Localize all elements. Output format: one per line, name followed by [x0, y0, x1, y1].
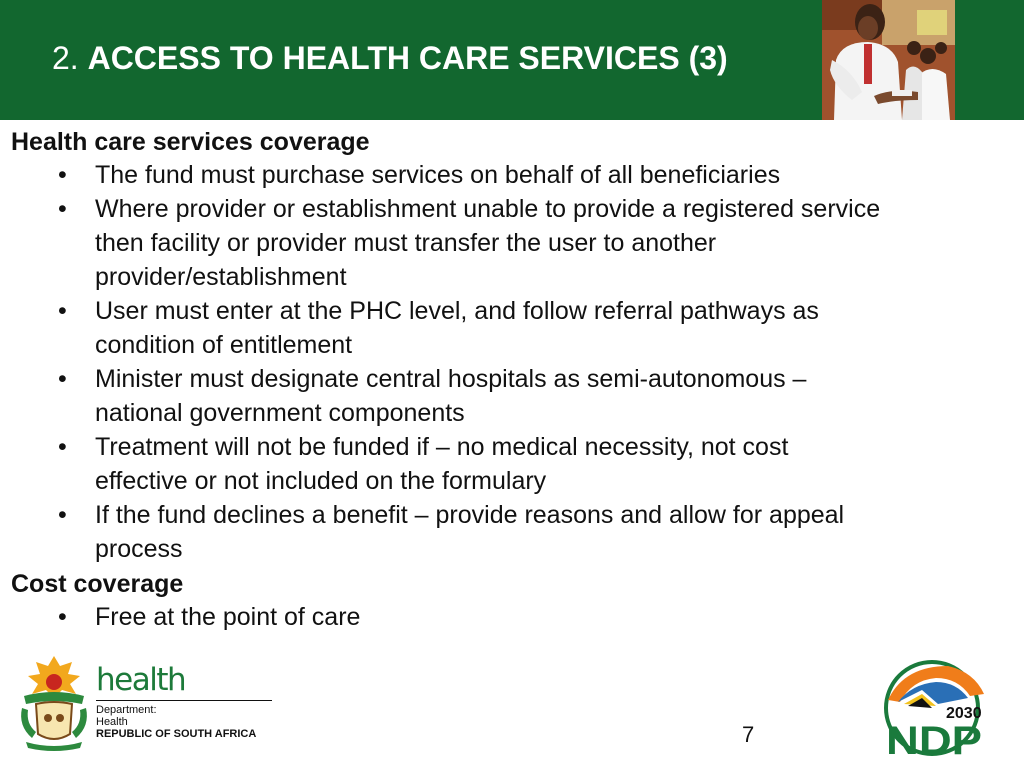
bullet-line: national government components — [95, 399, 465, 427]
bullet-line: provider/establishment — [95, 263, 347, 291]
bullet-item — [11, 158, 995, 192]
department-brand — [96, 662, 276, 740]
brand-divider — [96, 700, 272, 701]
bullet-list — [11, 600, 1011, 634]
bullet-line: Minister must designate central hospitals as semi-autonomous – — [95, 365, 807, 393]
bullet-marker: • — [58, 501, 67, 529]
nurse-with-children-photo — [822, 0, 955, 120]
title-text: ACCESS TO HEALTH CARE SERVICES (3) — [87, 40, 728, 76]
bullet-marker: • — [58, 365, 67, 393]
bullet-item — [11, 362, 995, 430]
page-number: 7 — [742, 722, 755, 747]
bullet-item — [11, 498, 995, 566]
bullet-marker: • — [58, 195, 67, 223]
bullet-line: condition of entitlement — [95, 331, 353, 359]
bullet-marker: • — [58, 433, 67, 461]
department-name: Health — [96, 716, 128, 728]
bullet-list — [11, 158, 1011, 566]
bullet-line: User must enter at the PHC level, and follow referral pathways as — [95, 297, 819, 325]
brand-word: health — [96, 662, 186, 698]
bullet-marker: • — [58, 603, 67, 631]
title-bar — [0, 0, 1024, 120]
bullet-marker: • — [58, 161, 67, 189]
ndp-text: NDP — [886, 719, 982, 760]
bullet-line: process — [95, 535, 183, 563]
section-health-care-coverage — [11, 126, 1011, 566]
bullet-marker: • — [58, 297, 67, 325]
bullet-line: Where provider or establishment unable to provide a registered service — [95, 195, 881, 223]
slide-body — [11, 126, 1011, 636]
bullet-line: then facility or provider must transfer the user to another — [95, 229, 717, 257]
bullet-item — [11, 294, 995, 362]
bullet-item — [11, 192, 995, 294]
bullet-line: Free at the point of care — [95, 603, 361, 631]
department-label: Department: — [96, 704, 157, 716]
bullet-line: If the fund declines a benefit – provide reasons and allow for appeal — [95, 501, 845, 529]
ndp-year: 2030 — [946, 705, 982, 722]
bullet-line: effective or not included on the formulary — [95, 467, 547, 495]
title-number: 2. — [52, 40, 79, 76]
bullet-item — [11, 600, 995, 634]
section-cost-coverage — [11, 568, 1011, 634]
slide-title — [52, 38, 728, 78]
ndp-2030-logo — [874, 660, 990, 760]
country-name: REPUBLIC OF SOUTH AFRICA — [96, 728, 257, 740]
bullet-line: The fund must purchase services on behalf of all beneficiaries — [95, 161, 781, 189]
coat-of-arms-icon — [14, 652, 94, 752]
section-heading: Health care services coverage — [11, 128, 370, 156]
section-heading: Cost coverage — [11, 570, 184, 598]
bullet-line: Treatment will not be funded if – no medical necessity, not cost — [95, 433, 789, 461]
bullet-item — [11, 430, 995, 498]
